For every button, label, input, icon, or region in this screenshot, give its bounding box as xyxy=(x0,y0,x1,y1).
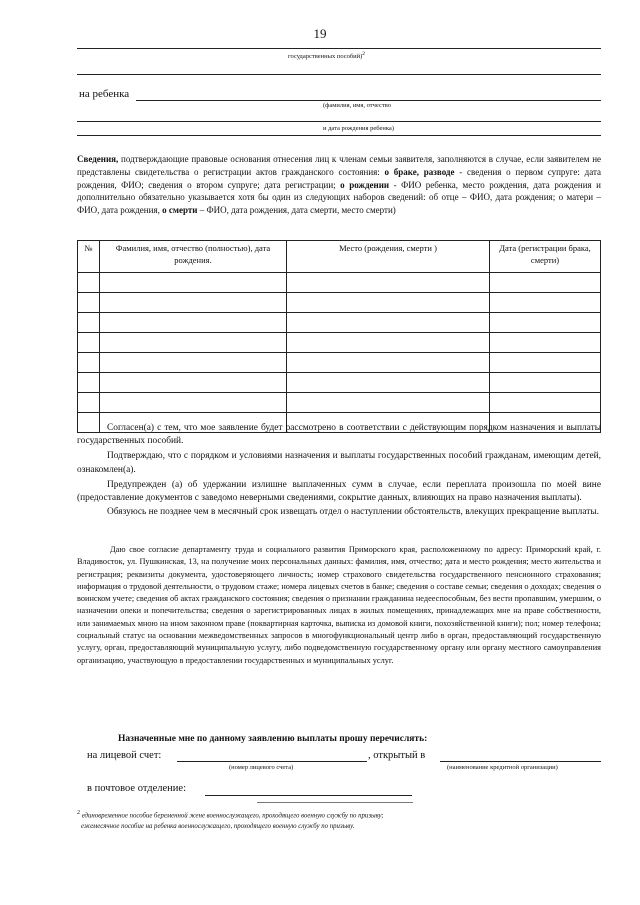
table-cell[interactable] xyxy=(100,353,287,373)
benefit-type-line[interactable] xyxy=(77,48,601,49)
table-cell[interactable] xyxy=(490,353,601,373)
table-cell[interactable] xyxy=(78,293,100,313)
table-row xyxy=(78,273,601,293)
footnote-separator xyxy=(257,802,413,803)
info-text-4: – ФИО, дата рождения, дата смерти, место смерти) xyxy=(197,205,396,216)
table-row xyxy=(78,393,601,413)
agreement-overpayment: Предупрежден (а) об удержании излишне выплаченных сумм в случае, если переплата произошла по моей вине (предоставление документов с заведомо неверными сведениями, сокрытие данных, влияющих на право назначения выплаты). xyxy=(77,479,601,504)
col-fio-header: Фамилия, имя, отчество (полностью), дата рождения. xyxy=(100,241,287,273)
separator-line xyxy=(77,74,601,75)
table-cell[interactable] xyxy=(78,333,100,353)
table-row xyxy=(78,293,601,313)
footnote-text-2: ежемесячное пособие на ребенка военнослужащего, проходящего военную службу по призыву. xyxy=(81,822,355,830)
footnote-ref: 2 xyxy=(362,51,366,57)
post-office-field[interactable] xyxy=(205,795,412,796)
post-office-label: в почтовое отделение: xyxy=(87,783,186,794)
table-cell[interactable] xyxy=(287,393,490,413)
child-birthdate-caption: и дата рождения ребенка) xyxy=(323,125,394,132)
table-cell[interactable] xyxy=(287,313,490,333)
payment-heading: Назначенные мне по данному заявлению выплаты прошу перечислять: xyxy=(118,734,428,744)
info-text-2: - сведения о первом супруге: дата рождения, ФИО; сведения о втором супруге; дата регистрации; xyxy=(77,166,601,190)
col-number-header: № xyxy=(78,241,100,273)
info-text-3: - ФИО ребенка, место рождения, дата рождения и дополнительно обязательно указывается хотя бы один из следующих наборов сведений: об отце – ФИО, дата рождения; о матери – ФИО, дата рождения, xyxy=(77,179,601,216)
personal-data-consent: Даю свое согласие департаменту труда и социального развития Приморского края, расположенному по адресу: Приморский край, г. Владивосток, ул. Пушкинская, 13, на получение моих персональных данных: фамилия, имя, отчество; дата и место рождения; место жительства и регистрация; реквизиты документа, удостоверяющего личность; номер страхового свидетельства государственного пенсионного страхования; информация о трудовой деятельности, о трудовом стаже; номера лицевых счетов в банке; сведения о составе семьи; сведения о доходах; сведения о воинском учете; сведения об актах гражданского состояния; сведения о признании гражданина недееспособным, без вести пропавшим, умершим, о назначении опеки и попечительства; сведения о зарегистрированных лицах в жилых помещениях, принадлежащих мне на праве собственности, или занимаемых мною на ином законном праве (поквартирная карточка, выписка из домовой книги, похозяйственной книги); пол; номер телефона; социальный статус на основании межведомственных запросов в многофункциональный центр либо в орган, предоставляющий государственную услугу, орган, предоставляющий муниципальную услугу, либо подведомственную государственному органу или органу местного самоуправления организацию, участвующую в предоставлении государственных и муниципальных услуг. xyxy=(77,545,601,665)
table-cell[interactable] xyxy=(287,373,490,393)
table-cell[interactable] xyxy=(100,293,287,313)
table-cell[interactable] xyxy=(78,353,100,373)
table-cell[interactable] xyxy=(287,333,490,353)
table-row xyxy=(78,333,601,353)
footnote-line-2 xyxy=(77,822,601,833)
table-row xyxy=(78,353,601,373)
info-birth: о рождении xyxy=(340,179,390,190)
table-cell[interactable] xyxy=(287,293,490,313)
table-cell[interactable] xyxy=(78,373,100,393)
table-cell[interactable] xyxy=(490,333,601,353)
opened-in-label: , открытый в xyxy=(368,750,426,761)
table-cell[interactable] xyxy=(490,393,601,413)
table-row xyxy=(78,373,601,393)
family-members-table xyxy=(77,240,601,433)
footnote-mark: 2 xyxy=(77,810,80,816)
table-header-row xyxy=(78,241,601,273)
agreement-consideration: Согласен(а) с тем, что мое заявление будет рассмотрено в соответствии с действующим порядком назначения и выплаты государственных пособий. xyxy=(77,423,601,447)
child-fio-caption: (фамилия, имя, отчество xyxy=(323,102,391,109)
table-row xyxy=(78,313,601,333)
caption-text: государственных пособий) xyxy=(288,53,363,61)
table-cell[interactable] xyxy=(287,353,490,373)
relationship-info-paragraph xyxy=(77,153,601,217)
bank-name-caption: (наименование кредитной организации) xyxy=(447,764,558,771)
account-number-caption: (номер лицевого счета) xyxy=(229,764,294,771)
account-label: на лицевой счет: xyxy=(87,750,162,761)
table-cell[interactable] xyxy=(490,293,601,313)
separator-line-2 xyxy=(77,135,601,136)
agreement-notify: Обязуюсь не позднее чем в месячный срок извещать отдел о наступлении обстоятельств, влекущих прекращение выплаты. xyxy=(107,507,600,518)
info-death: о смерти xyxy=(162,205,198,216)
col-place-header: Место (рождения, смерти ) xyxy=(287,241,490,273)
info-lead: Сведения, xyxy=(77,154,119,164)
table-cell[interactable] xyxy=(490,273,601,293)
table-cell[interactable] xyxy=(78,393,100,413)
page-number: 19 xyxy=(313,26,327,41)
info-marriage: о браке, разводе xyxy=(384,166,455,177)
footnote xyxy=(77,808,601,832)
footnote-text-1: единовременное пособие беременной жене военнослужащего, проходящего военную службу по призыву; xyxy=(81,812,384,820)
child-name-line[interactable] xyxy=(136,100,601,101)
col-date-header: Дата (регистрации брака, смерти) xyxy=(490,241,601,273)
table-cell[interactable] xyxy=(490,373,601,393)
table-cell[interactable] xyxy=(100,393,287,413)
agreements-block xyxy=(77,422,601,519)
table-cell[interactable] xyxy=(490,313,601,333)
child-label: на ребенка xyxy=(79,88,130,100)
account-number-field[interactable] xyxy=(177,761,367,762)
table-cell[interactable] xyxy=(100,313,287,333)
table-cell[interactable] xyxy=(287,273,490,293)
benefit-type-caption xyxy=(288,51,365,60)
agreement-procedure: Подтверждаю, что с порядком и условиями назначения и выплаты государственных пособий гражданам, имеющим детей, ознакомлен(а). xyxy=(77,451,601,475)
footnote-line-1 xyxy=(77,808,601,822)
bank-name-field[interactable] xyxy=(440,761,601,762)
child-details-line[interactable] xyxy=(77,121,601,122)
table-cell[interactable] xyxy=(100,273,287,293)
table-cell[interactable] xyxy=(78,273,100,293)
table-cell[interactable] xyxy=(100,373,287,393)
table-cell[interactable] xyxy=(78,313,100,333)
info-text-1: подтверждающие правовые основания отнесения лиц к членам семьи заявителя, заполняются в случае, если заявителем не представлены свидетельства о регистрации актов гражданского состояния: xyxy=(77,154,601,177)
table-cell[interactable] xyxy=(100,333,287,353)
